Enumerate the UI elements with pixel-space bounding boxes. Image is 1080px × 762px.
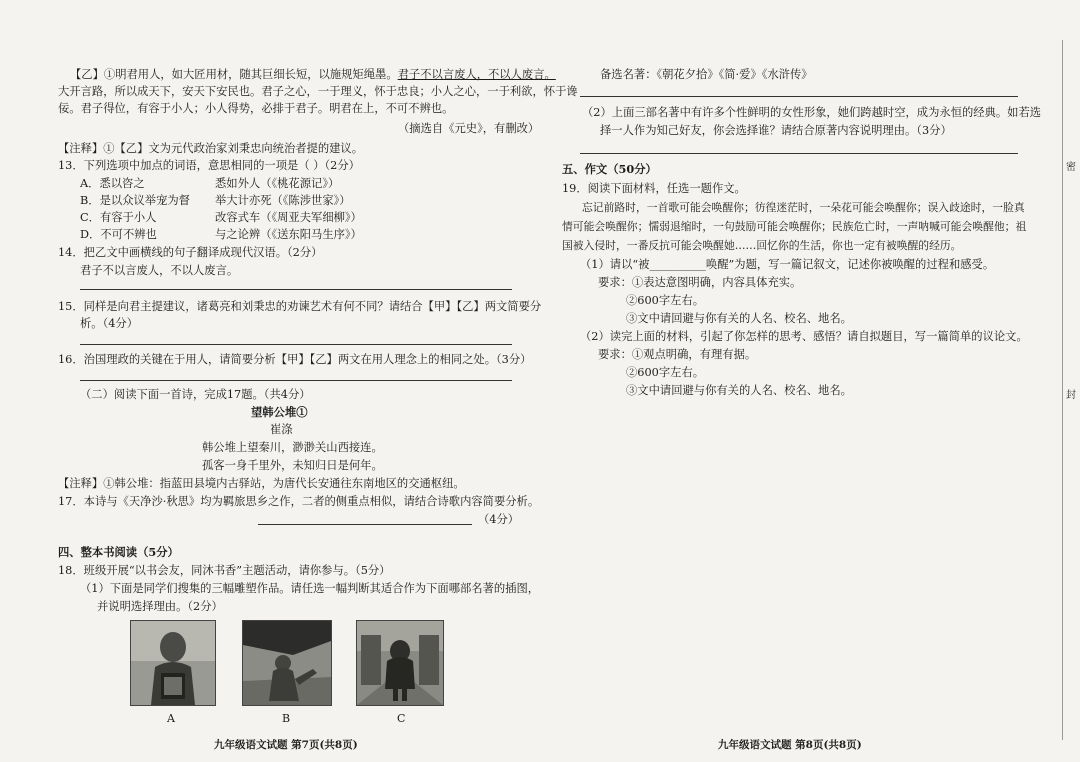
poem-author: 崔涤 bbox=[270, 423, 293, 436]
q13-option-b-ref: 举大计亦死（《陈涉世家》） bbox=[215, 194, 351, 207]
prompt-1-req-3: ③文中请回避与你有关的人名、校名、地名。 bbox=[626, 312, 852, 325]
yi-passage-line-1: 【乙】①明君用人，如大匠用材，随其巨细长短，以施规矩绳墨。君子不以言废人，不以人废言。 bbox=[70, 68, 556, 81]
poem-line-2: 孤客一身千里外，未知归日是何年。 bbox=[202, 459, 383, 472]
sculpture-a-graphic bbox=[131, 621, 215, 705]
passage-source: （摘选自《元史》，有删改） bbox=[398, 122, 540, 135]
q14-sentence: 君子不以言废人，不以人废言。 bbox=[80, 264, 239, 277]
binding-line bbox=[1062, 40, 1063, 740]
sculpture-c-graphic bbox=[357, 621, 443, 705]
prompt-2-req-1: 要求：①观点明确，有理有据。 bbox=[598, 348, 757, 361]
q13-option-b: B．是以众议举宠为督 bbox=[80, 194, 190, 207]
question-15-line-1: 15．同样是向君主提建议，诸葛亮和刘秉忠的劝谏艺术有何不同？请结合【甲】【乙】两文简要分 bbox=[58, 300, 542, 313]
yi-passage-line-2: 大开言路，所以成天下，安天下安民也。君子之心，一于理义，怀于忠良；小人之心，一于利欲，怀于谗 bbox=[58, 85, 578, 98]
page-footer-8: 九年级语文试题 第8页(共8页) bbox=[718, 739, 862, 751]
section-5-heading: 五、作文（50分） bbox=[562, 162, 657, 176]
question-13: 13．下列选项中加点的词语，意思相同的一项是（ ）（2分） bbox=[58, 159, 360, 172]
question-18: 18．班级开展“以书会友，同沐书香”主题活动，请你参与。（5分） bbox=[58, 564, 391, 577]
material-line-2: 情可能会唤醒你；懦弱退缩时，一句鼓励可能会唤醒你；民族危亡时，一声呐喊可能会唤醒他；祖 bbox=[562, 220, 1027, 233]
material-line-3: 国被入侵时，一番反抗可能会唤醒她……回忆你的生活，你也一定有被唤醒的经历。 bbox=[562, 239, 962, 252]
q13-option-a-ref: 悉如外人（《桃花源记》） bbox=[215, 177, 340, 190]
sculpture-b-graphic bbox=[243, 621, 331, 705]
side-mark-1: 密 bbox=[1066, 162, 1076, 173]
question-18-1-line-1: （1）下面是同学们搜集的三幅雕塑作品。请任选一幅判断其适合作为下面哪部名著的插图， bbox=[80, 582, 540, 595]
q13-option-d: D．不可不辨也 bbox=[80, 228, 157, 241]
image-label-c: C bbox=[397, 712, 406, 725]
poem-line-1: 韩公堆上望秦川，渺渺关山西接连。 bbox=[202, 441, 383, 454]
answer-line-16[interactable] bbox=[80, 380, 512, 381]
answer-line-18-1[interactable] bbox=[580, 96, 1018, 97]
q13-option-a: A．悉以咨之 bbox=[80, 177, 145, 190]
poem-note: 【注释】①韩公堆：指蓝田县境内古驿站，为唐代长安通往东南地区的交通枢纽。 bbox=[58, 477, 465, 490]
q13-option-c: C．有容于小人 bbox=[80, 211, 157, 224]
question-14: 14．把乙文中画横线的句子翻译成现代汉语。（2分） bbox=[58, 246, 323, 259]
material-line-1: 忘记前路时，一首歌可能会唤醒你；彷徨迷茫时，一朵花可能会唤醒你；误入歧途时，一脸真 bbox=[582, 201, 1025, 214]
prompt-1-req-2: ②600字左右。 bbox=[626, 294, 705, 307]
candidate-books: 备选名著：《朝花夕拾》《简·爱》《水浒传》 bbox=[600, 68, 813, 81]
image-label-a: A bbox=[167, 712, 175, 725]
poem-title: 望韩公堆① bbox=[251, 405, 308, 419]
image-label-b: B bbox=[282, 712, 291, 725]
q13-option-d-ref: 与之论辨（《送东阳马生序》） bbox=[215, 228, 362, 241]
question-18-1-line-2: 并说明选择理由。（2分） bbox=[97, 600, 223, 613]
yi-passage-line-3: 佞。君子得位，有容于小人；小人得势，必排于君子。明君在上，不可不辨也。 bbox=[58, 102, 454, 115]
q13-option-c-ref: 改容式车（《周亚夫军细柳》） bbox=[215, 211, 362, 224]
answer-line-15[interactable] bbox=[80, 344, 512, 345]
question-16: 16．治国理政的关键在于用人，请简要分析【甲】【乙】两文在用人理念上的相同之处。（3分） bbox=[58, 353, 532, 366]
sculpture-image-a[interactable] bbox=[130, 620, 216, 706]
answer-line-18-2[interactable] bbox=[580, 153, 1018, 154]
sculpture-image-b[interactable] bbox=[242, 620, 332, 706]
question-19: 19．阅读下面材料，任选一题作文。 bbox=[562, 182, 746, 195]
question-17-score: （4分） bbox=[478, 513, 520, 526]
prompt-2: （2）读完上面的材料，引起了你怎样的思考、感悟？请自拟题目，写一篇简单的议论文。 bbox=[580, 330, 1028, 343]
side-mark-2: 封 bbox=[1066, 390, 1076, 401]
page-8 bbox=[540, 0, 1080, 762]
prompt-2-req-3: ③文中请回避与你有关的人名、校名、地名。 bbox=[626, 384, 852, 397]
prompt-1: （1）请以“被__________唤醒”为题，写一篇记叙文，记述你被唤醒的过程和感受。 bbox=[580, 258, 995, 271]
page-footer-7: 九年级语文试题 第7页(共8页) bbox=[214, 739, 358, 751]
passage-note: 【注释】①【乙】文为元代政治家刘秉忠向统治者提的建议。 bbox=[58, 142, 364, 155]
sculpture-image-c[interactable] bbox=[356, 620, 444, 706]
prompt-2-req-2: ②600字左右。 bbox=[626, 366, 705, 379]
answer-line-14[interactable] bbox=[80, 289, 512, 290]
question-18-2-line-2: 择一人作为知己好友，你会选择谁？请结合原著内容说明理由。（3分） bbox=[600, 124, 952, 137]
poem-intro: （二）阅读下面一首诗，完成17题。（共4分） bbox=[80, 388, 311, 401]
prompt-1-req-1: 要求：①表达意图明确，内容具体充实。 bbox=[598, 276, 802, 289]
section-4-heading: 四、整本书阅读（5分） bbox=[58, 545, 179, 559]
answer-line-17[interactable] bbox=[258, 524, 472, 525]
question-18-2-line-1: （2）上面三部名著中有许多个性鲜明的女性形象，她们跨越时空，成为永恒的经典。如若选 bbox=[582, 106, 1042, 119]
question-17: 17．本诗与《天净沙·秋思》均为羁旅思乡之作，二者的侧重点相似，请结合诗歌内容简要分析。 bbox=[58, 495, 540, 508]
question-15-line-2: 析。（4分） bbox=[80, 317, 139, 330]
